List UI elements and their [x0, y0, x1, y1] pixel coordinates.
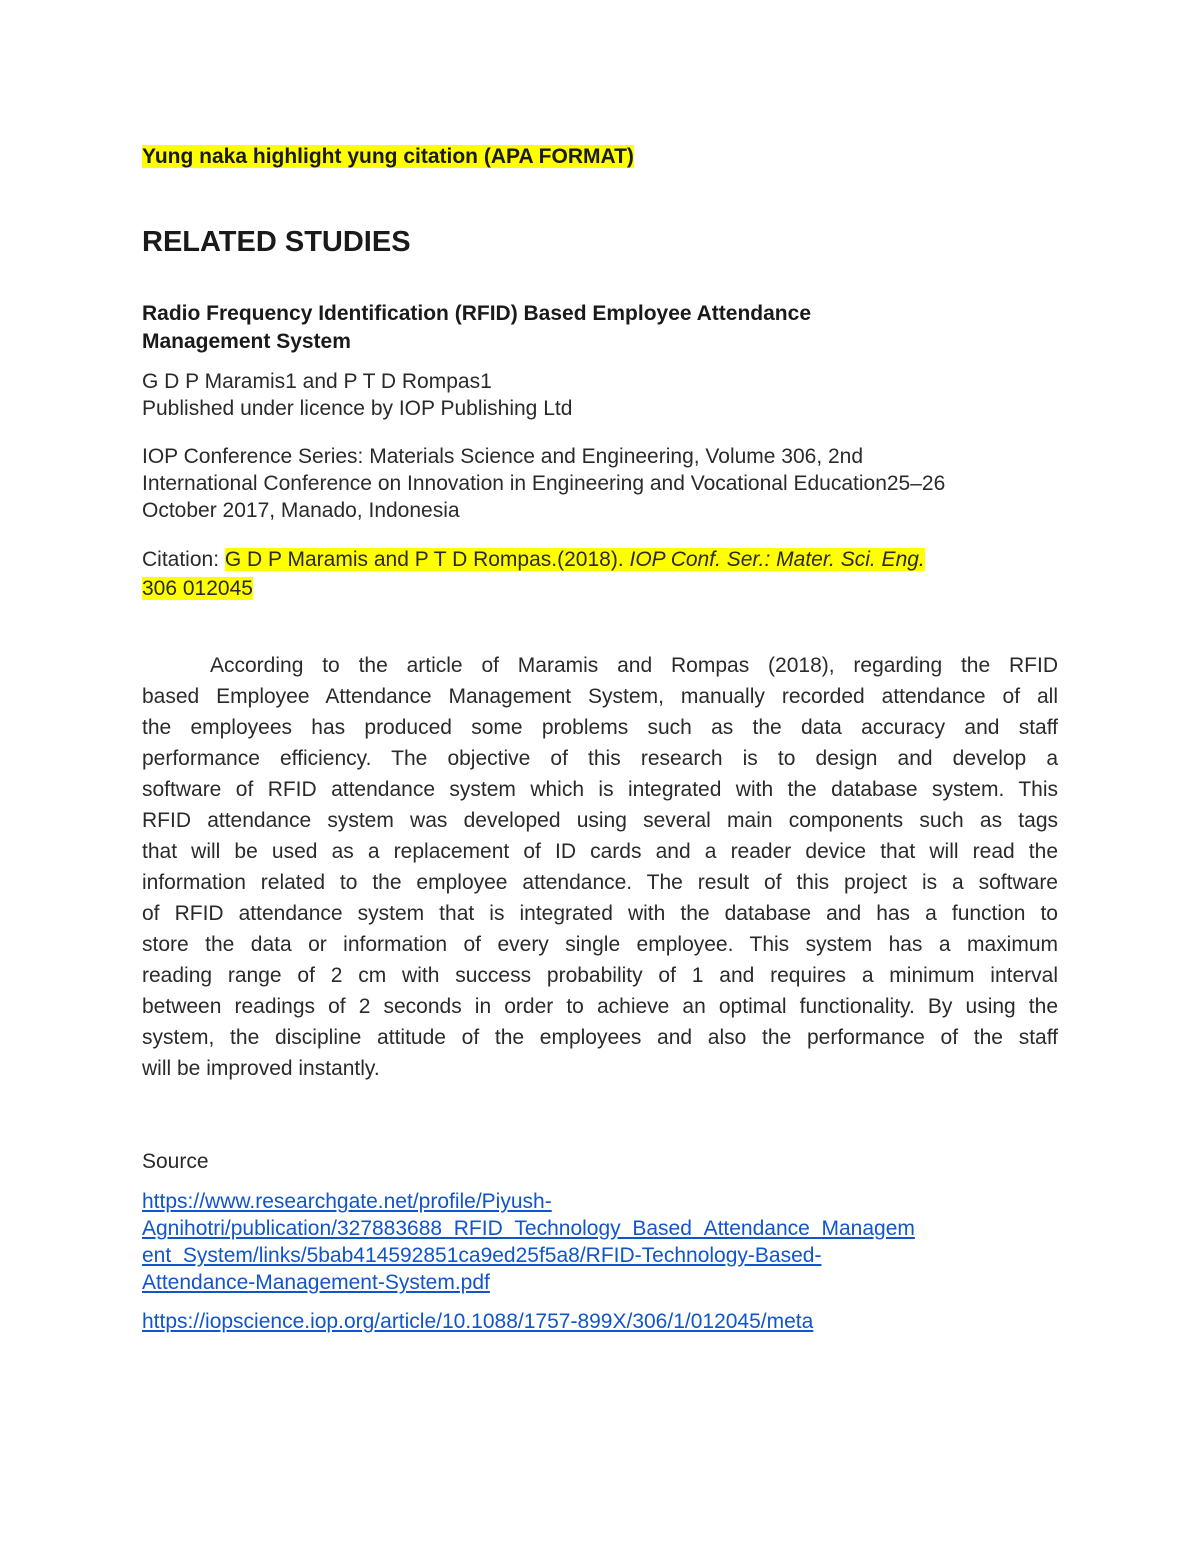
- conference-info: [142, 443, 945, 524]
- source-link-line: https://www.researchgate.net/profile/Piyush-: [142, 1190, 552, 1213]
- source-label: Source: [142, 1150, 209, 1173]
- summary-line: software of RFID attendance system which is integrated with the database system. This: [142, 778, 1058, 801]
- citation-line: [142, 574, 925, 603]
- citation-label: Citation:: [142, 548, 225, 571]
- section-heading: RELATED STUDIES: [142, 226, 411, 258]
- study-authors: G D P Maramis1 and P T D Rompas1: [142, 370, 492, 393]
- conference-line: IOP Conference Series: Materials Science and Engineering, Volume 306, 2nd: [142, 445, 864, 468]
- summary-line: According to the article of Maramis and Rompas (2018), regarding the RFID: [210, 654, 1058, 677]
- source-link-researchgate[interactable]: [142, 1188, 915, 1296]
- summary-line: will be improved instantly.: [142, 1057, 380, 1080]
- source-link-iopscience[interactable]: https://iopscience.iop.org/article/10.1088/1757-899X/306/1/012045/meta: [142, 1310, 814, 1333]
- study-title-line: Management System: [142, 330, 351, 353]
- summary-line: that will be used as a replacement of ID cards and a reader device that will read the: [142, 840, 1058, 863]
- summary-line: system, the discipline attitude of the employees and also the performance of the staff: [142, 1026, 1058, 1049]
- study-title-line: Radio Frequency Identification (RFID) Based Employee Attendance: [142, 302, 811, 325]
- study-publisher: Published under licence by IOP Publishing Ltd: [142, 397, 573, 420]
- study-authors-block: [142, 368, 572, 422]
- source-link-line: Attendance-Management-System.pdf: [142, 1271, 490, 1294]
- summary-line: RFID attendance system was developed using several main components such as tags: [142, 809, 1058, 832]
- highlight-note: [142, 143, 634, 171]
- study-summary: [142, 650, 1058, 1084]
- conference-line: International Conference on Innovation in Engineering and Vocational Education25–26: [142, 472, 946, 495]
- citation-authors-year: G D P Maramis and P T D Rompas.(2018).: [224, 548, 630, 571]
- summary-line: store the data or information of every single employee. This system has a maximum: [142, 933, 1058, 956]
- source-link-line: ent_System/links/5bab414592851ca9ed25f5a8/RFID-Technology-Based-: [142, 1244, 822, 1267]
- source-link-line: Agnihotri/publication/327883688_RFID_Technology_Based_Attendance_Managem: [142, 1217, 915, 1240]
- conference-line: October 2017, Manado, Indonesia: [142, 499, 460, 522]
- citation: [142, 545, 925, 603]
- summary-line: based Employee Attendance Management System, manually recorded attendance of all: [142, 685, 1058, 708]
- citation-volume: 306 012045: [142, 577, 253, 600]
- note-text: Yung naka highlight yung citation (APA FORMAT): [142, 145, 634, 168]
- summary-line: performance efficiency. The objective of this research is to design and develop a: [142, 747, 1058, 770]
- summary-line: of RFID attendance system that is integrated with the database and has a function to: [142, 902, 1058, 925]
- citation-journal: IOP Conf. Ser.: Mater. Sci. Eng.: [629, 548, 925, 571]
- summary-line: the employees has produced some problems such as the data accuracy and staff: [142, 716, 1058, 739]
- summary-line: between readings of 2 seconds in order to achieve an optimal functionality. By using the: [142, 995, 1058, 1018]
- citation-line: [142, 545, 925, 574]
- study-title: [142, 300, 942, 356]
- summary-line: information related to the employee attendance. The result of this project is a software: [142, 871, 1058, 894]
- summary-line: reading range of 2 cm with success probability of 1 and requires a minimum interval: [142, 964, 1058, 987]
